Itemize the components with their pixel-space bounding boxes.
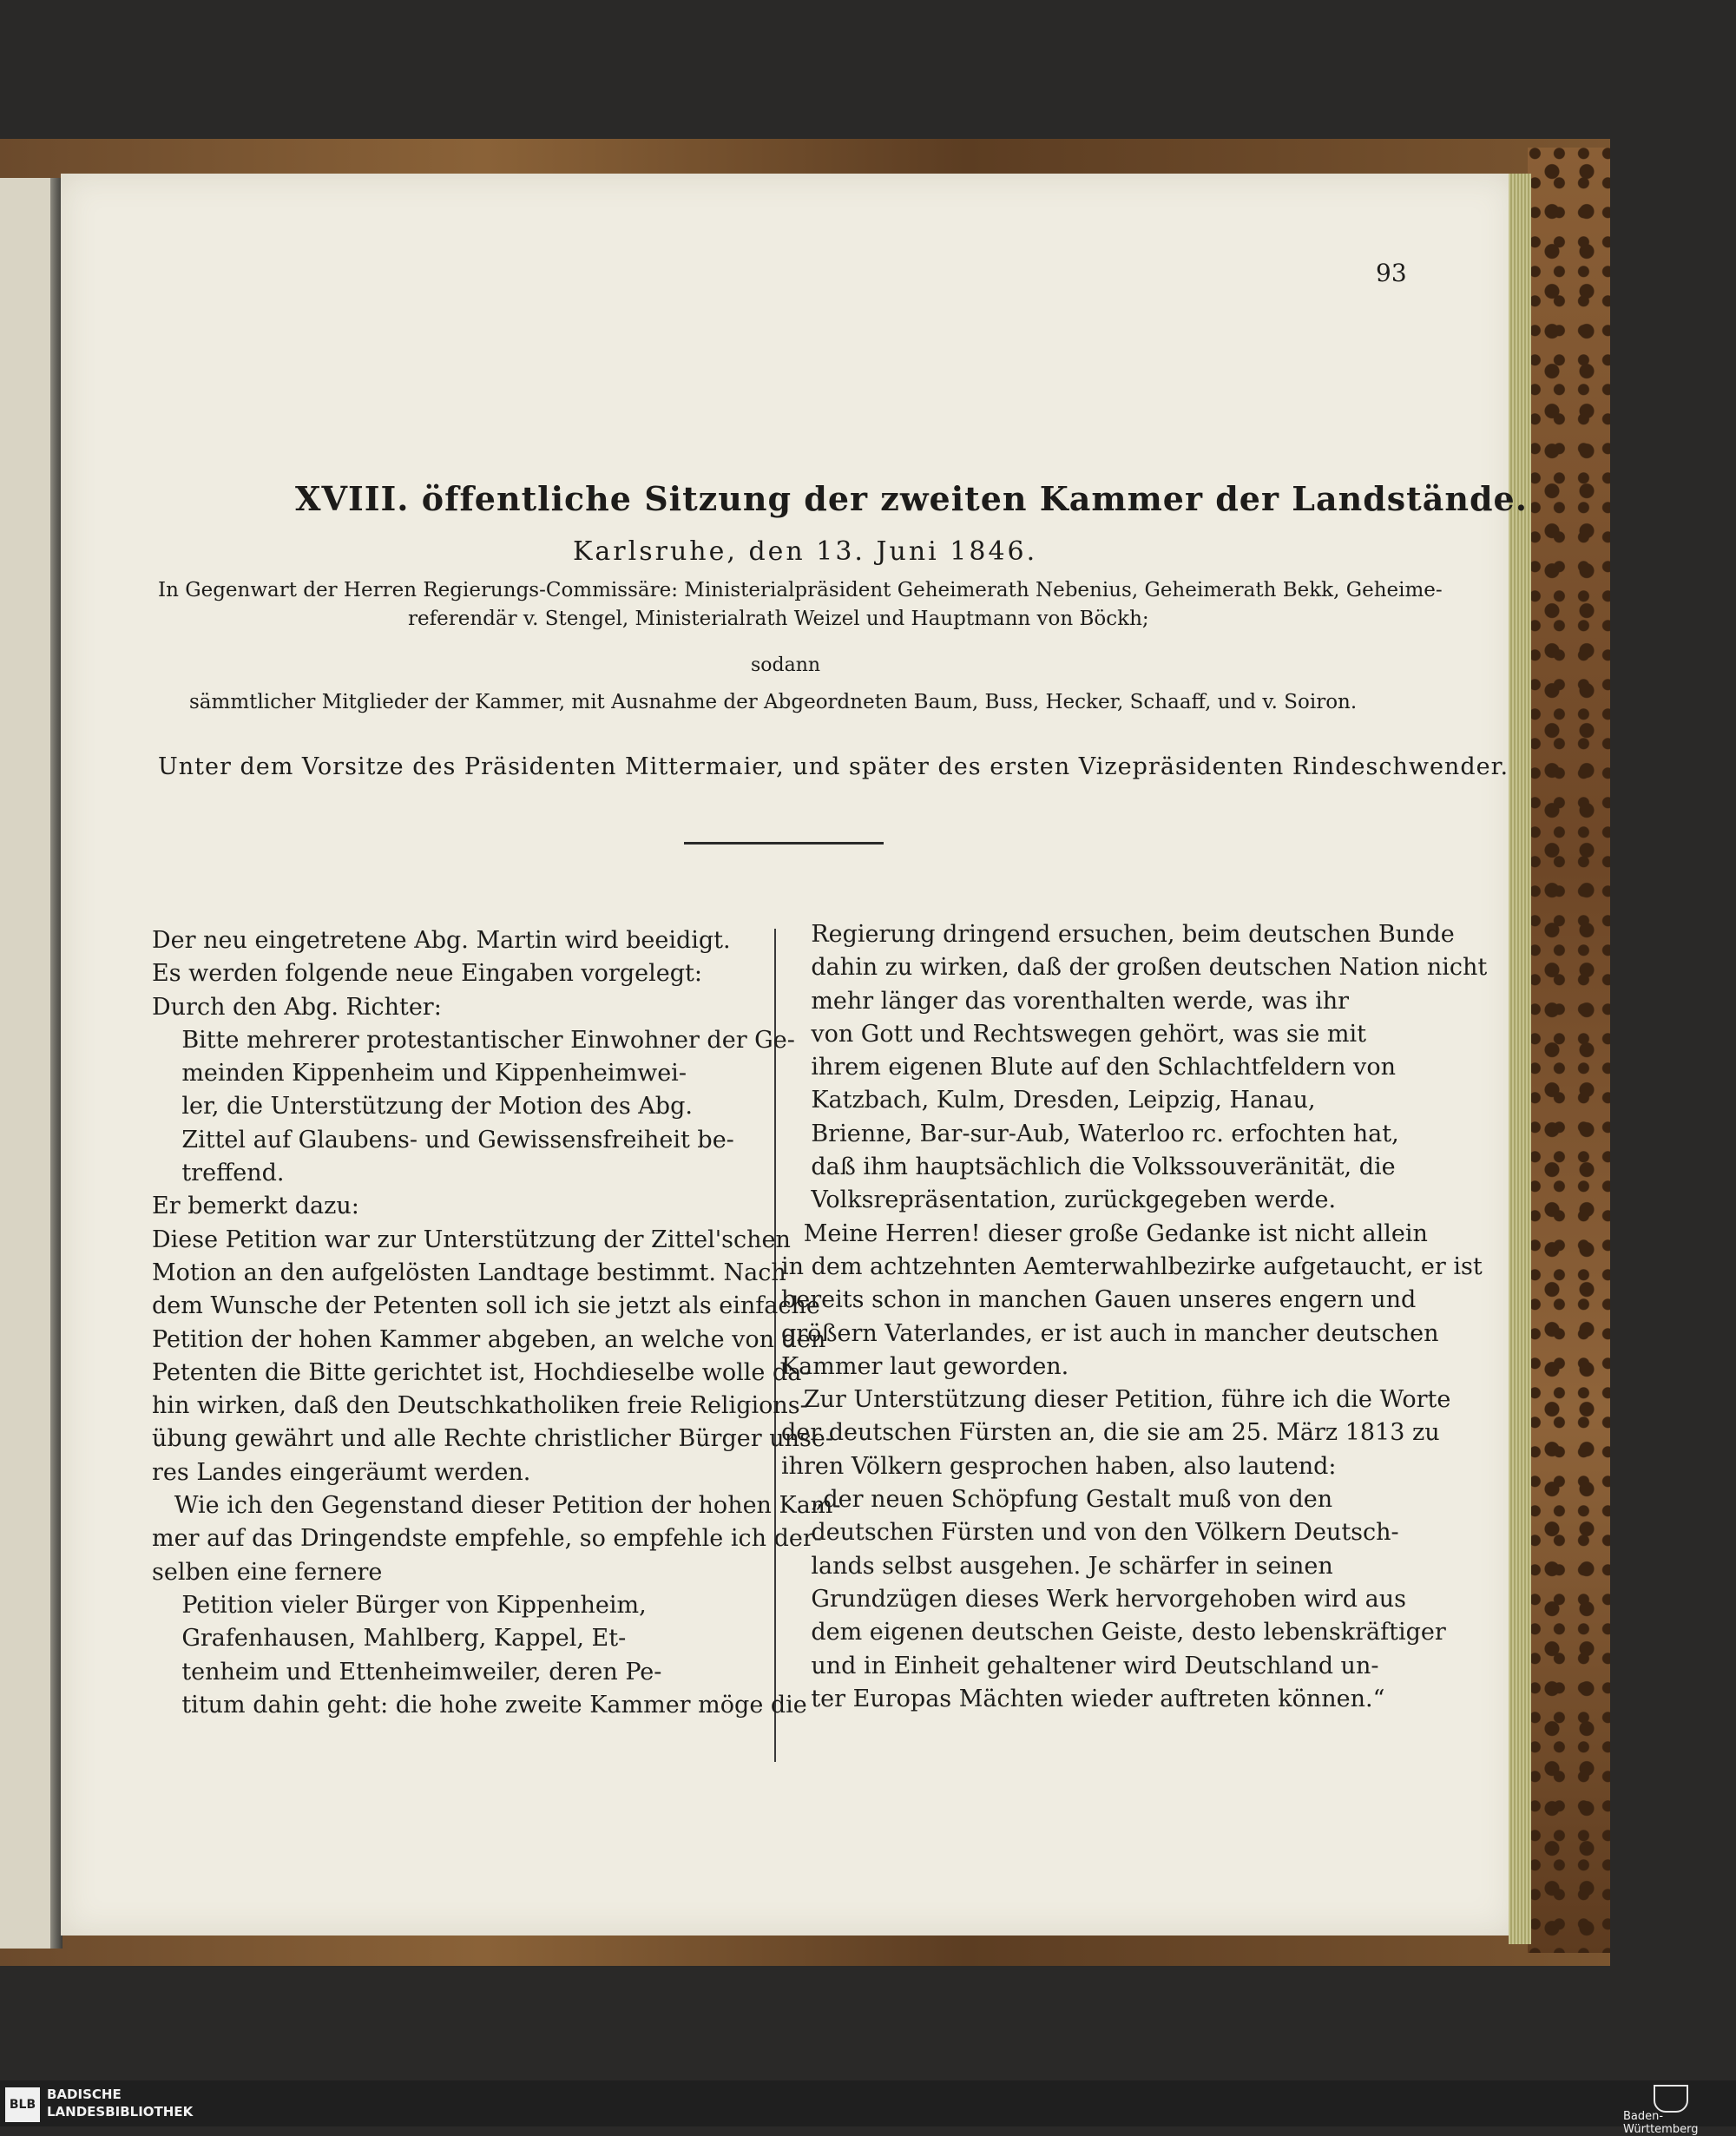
left-column-line: Der neu eingetretene Abg. Martin wird beeidigt.: [152, 927, 731, 954]
left-column-line: hin wirken, daß den Deutschkatholiken freie Religions-: [152, 1392, 808, 1420]
left-column-line: Durch den Abg. Richter:: [152, 993, 442, 1021]
left-column-line: Grafenhausen, Mahlberg, Kappel, Et-: [152, 1625, 627, 1653]
facing-page-edge: [0, 178, 56, 1949]
footer-bar: [0, 2080, 1736, 2126]
page-title: XVIII. öffentliche Sitzung der zweiten Kammer der Landstände.: [295, 479, 1528, 518]
section-divider: [684, 842, 884, 845]
right-column: [781, 918, 1487, 1716]
left-column-line: res Landes eingeräumt werden.: [152, 1458, 531, 1486]
book-cover-edge: [1528, 148, 1610, 1953]
right-column-line: ter Europas Mächten wieder auftreten können.“: [781, 1685, 1385, 1712]
place-date: Karlsruhe, den 13. Juni 1846.: [573, 536, 1038, 567]
right-column-line: und in Einheit gehaltener wird Deutschland un-: [781, 1652, 1379, 1679]
left-column-line: mer auf das Dringendste empfehle, so empfehle ich der-: [152, 1525, 822, 1553]
right-column-line: größern Vaterlandes, er ist auch in mancher deutschen: [781, 1319, 1439, 1347]
right-column-line: der deutschen Fürsten an, die sie am 25. März 1813 zu: [781, 1419, 1440, 1447]
right-column-line: bereits schon in manchen Gauen unseres engern und: [781, 1286, 1417, 1314]
left-column-line: tenheim und Ettenheimweiler, deren Pe-: [152, 1658, 662, 1686]
right-column-line: Volksrepräsentation, zurückgegeben werde.: [781, 1186, 1337, 1214]
library-name-line-1: BADISCHE: [47, 2087, 122, 2102]
right-column-line: Kammer laut geworden.: [781, 1352, 1069, 1380]
left-column-line: Bitte mehrerer protestantischer Einwohner der Ge-: [152, 1026, 795, 1054]
right-column-line: „der neuen Schöpfung Gestalt muß von den: [781, 1486, 1333, 1514]
left-column-line: Petition der hohen Kammer abgeben, an welche von den: [152, 1325, 826, 1353]
right-column-line: dahin zu wirken, daß der großen deutschen Nation nicht: [781, 954, 1488, 982]
left-column-line: dem Wunsche der Petenten soll ich sie jetzt als einfache: [152, 1292, 820, 1320]
left-column-line: Wie ich den Gegenstand dieser Petition der hohen Kam-: [152, 1492, 841, 1520]
right-column-line: deutschen Fürsten und von den Völkern Deutsch-: [781, 1519, 1399, 1547]
left-column-line: Zittel auf Glaubens- und Gewissensfreiheit be-: [152, 1126, 734, 1153]
right-column-line: daß ihm hauptsächlich die Volkssouveränität, die: [781, 1153, 1396, 1181]
right-column-line: in dem achtzehnten Aemterwahlbezirke aufgetaucht, er ist: [781, 1252, 1483, 1280]
page-number: 93: [1376, 259, 1407, 287]
page-stack-edge: [1509, 174, 1531, 1944]
left-column-line: übung gewährt und alle Rechte christlicher Bürger unse-: [152, 1425, 833, 1453]
presence-line-1: In Gegenwart der Herren Regierungs-Commissäre: Ministerialpräsident Geheimerath Nebenius, Geheimerath Bekk, Geheime-: [158, 579, 1443, 601]
right-column-line: Katzbach, Kulm, Dresden, Leipzig, Hanau,: [781, 1087, 1316, 1114]
left-column-line: Petenten die Bitte gerichtet ist, Hochdieselbe wolle da-: [152, 1358, 810, 1386]
members-line: sämmtlicher Mitglieder der Kammer, mit Ausnahme der Abgeordneten Baum, Buss, Hecker, Schaaff, und v. Soiron.: [189, 691, 1358, 713]
left-column-line: Diese Petition war zur Unterstützung der Zittel'schen: [152, 1226, 791, 1253]
presence-line-2: referendär v. Stengel, Ministerialrath Weizel und Hauptmann von Böckh;: [408, 608, 1149, 630]
left-column-line: selben eine fernere: [152, 1558, 383, 1586]
right-column-line: lands selbst ausgehen. Je schärfer in seinen: [781, 1552, 1333, 1580]
right-column-line: Grundzügen dieses Werk hervorgehoben wird aus: [781, 1585, 1406, 1613]
left-column: [152, 924, 841, 1722]
library-name-line-2: LANDESBIBLIOTHEK: [47, 2104, 194, 2120]
left-column-line: Er bemerkt dazu:: [152, 1193, 359, 1220]
left-column-line: treffend.: [152, 1160, 285, 1187]
bw-crest-icon: [1654, 2085, 1688, 2113]
left-column-line: ler, die Unterstützung der Motion des Abg.: [152, 1093, 693, 1121]
right-column-line: ihrem eigenen Blute auf den Schlachtfeldern von: [781, 1054, 1396, 1081]
right-column-line: Meine Herren! dieser große Gedanke ist nicht allein: [781, 1219, 1428, 1247]
left-column-line: Motion an den aufgelösten Landtage bestimmt. Nach: [152, 1259, 786, 1286]
right-column-line: dem eigenen deutschen Geiste, desto lebenskräftiger: [781, 1619, 1446, 1646]
right-column-line: von Gott und Rechtswegen gehört, was sie mit: [781, 1020, 1367, 1048]
right-column-line: Brienne, Bar-sur-Aub, Waterloo rc. erfochten hat,: [781, 1120, 1399, 1147]
library-name: [47, 2086, 193, 2120]
right-column-line: mehr länger das vorenthalten werde, was ihr: [781, 987, 1350, 1015]
left-column-line: titum dahin geht: die hohe zweite Kammer möge die: [152, 1691, 807, 1719]
partner-name: Baden-Württemberg: [1623, 2110, 1699, 2136]
chair-line: Unter dem Vorsitze des Präsidenten Mittermaier, und später des ersten Vizepräsidenten Rindeschwender.: [158, 753, 1509, 780]
left-column-line: Petition vieler Bürger von Kippenheim,: [152, 1591, 647, 1619]
right-column-line: Zur Unterstützung dieser Petition, führe ich die Worte: [781, 1386, 1451, 1414]
blb-logo[interactable]: BLB: [5, 2087, 40, 2122]
right-column-line: Regierung dringend ersuchen, beim deutschen Bunde: [781, 921, 1455, 948]
left-column-line: Es werden folgende neue Eingaben vorgelegt:: [152, 960, 702, 988]
left-column-line: meinden Kippenheim und Kippenheimwei-: [152, 1060, 687, 1088]
right-column-line: ihren Völkern gesprochen haben, also lautend:: [781, 1452, 1337, 1480]
sodann-line: sodann: [751, 654, 821, 676]
